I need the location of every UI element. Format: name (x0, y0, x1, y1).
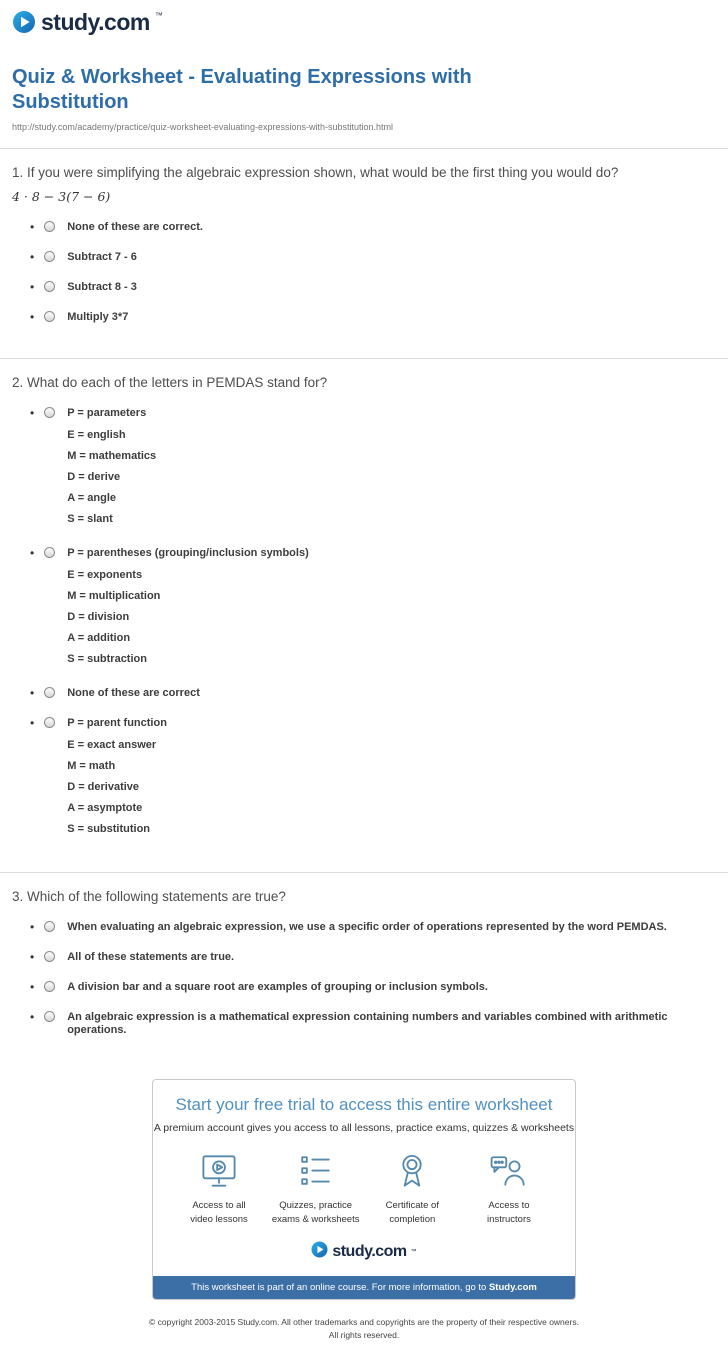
option-label[interactable]: E = exact answer (67, 739, 157, 751)
feature-label: Access to instructors (487, 1200, 531, 1225)
trial-heading: Start your free trial to access this entire worksheet (175, 1095, 553, 1114)
logo-trademark: ™ (154, 11, 163, 20)
radio-button[interactable] (44, 281, 55, 292)
copyright-line: © copyright 2003-2015 Study.com. All other trademarks and copyrights are the property of their respective owners. (149, 1316, 579, 1327)
option-label[interactable]: A = asymptote (67, 802, 143, 814)
radio-button[interactable] (44, 251, 55, 262)
copyright-footer (0, 1316, 728, 1342)
option-label[interactable]: • Multiply 3*7 (67, 311, 129, 323)
radio-button[interactable] (44, 407, 55, 418)
play-circle-icon (311, 1241, 328, 1263)
option-label[interactable]: S = substitution (67, 823, 151, 835)
feature-list (153, 1134, 575, 1229)
answer-option[interactable] (30, 251, 716, 264)
question-text: 3. Which of the following statements are true? (12, 889, 286, 904)
option-label[interactable]: D = derivative (67, 781, 140, 793)
option-label[interactable]: • P = parent function (67, 717, 167, 729)
option-label[interactable]: A = angle (67, 492, 117, 504)
radio-button[interactable] (44, 981, 55, 992)
option-label[interactable]: M = multiplication (67, 590, 161, 602)
radio-button[interactable] (44, 221, 55, 232)
feature-label: Access to all video lessons (190, 1200, 248, 1225)
feature-certificate (364, 1149, 460, 1227)
option-label[interactable]: • P = parameters (67, 407, 147, 419)
radio-button[interactable] (44, 687, 55, 698)
question-2 (12, 375, 716, 840)
feature-label: Certificate of completion (385, 1200, 439, 1225)
certificate-ribbon-icon (364, 1149, 460, 1193)
answer-option[interactable] (30, 281, 716, 294)
feature-instructors (461, 1149, 557, 1227)
answer-option[interactable] (30, 547, 716, 670)
instructor-chat-icon (461, 1149, 557, 1193)
radio-button[interactable] (44, 717, 55, 728)
page-title: Quiz & Worksheet - Evaluating Expressions with Substitution (12, 66, 472, 113)
rights-line: All rights reserved. (328, 1329, 400, 1340)
math-expression: 4 · 8 − 3(7 − 6) (12, 189, 111, 204)
answer-option[interactable] (30, 311, 716, 324)
page-url: http://study.com/academy/practice/quiz-worksheet-evaluating-expressions-with-substitution.html (12, 122, 393, 132)
question-text: 2. What do each of the letters in PEMDAS stand for? (12, 375, 328, 390)
answer-option[interactable] (30, 921, 716, 934)
divider (0, 148, 728, 149)
option-label[interactable]: E = exponents (67, 569, 143, 581)
divider (0, 872, 728, 873)
option-label[interactable]: • P = parentheses (grouping/inclusion symbols) (67, 547, 309, 559)
option-label[interactable]: M = mathematics (67, 450, 157, 462)
answer-option[interactable] (30, 981, 716, 994)
studycom-link[interactable]: Study.com (488, 1281, 537, 1293)
answer-option[interactable] (30, 717, 716, 840)
feature-label: Quizzes, practice exams & worksheets (271, 1200, 360, 1225)
trial-subheading: A premium account gives you access to all lessons, practice exams, quizzes & worksheets (153, 1122, 575, 1134)
option-label[interactable]: S = slant (67, 513, 113, 525)
feature-quizzes (268, 1149, 364, 1227)
checklist-icon (268, 1149, 364, 1193)
answer-option[interactable] (30, 221, 716, 234)
divider (0, 358, 728, 359)
answer-option[interactable] (30, 1011, 716, 1037)
option-label[interactable]: E = english (67, 429, 126, 441)
bar-text: This worksheet is part of an online course. For more information, go to (191, 1281, 489, 1293)
radio-button[interactable] (44, 921, 55, 932)
option-label[interactable]: • None of these are correct. (67, 221, 203, 233)
question-1-options (12, 221, 716, 324)
answer-option[interactable] (30, 687, 716, 700)
option-label[interactable]: M = math (67, 760, 116, 772)
play-circle-icon (12, 10, 36, 39)
logo-text: study.com (332, 1243, 407, 1261)
question-3 (12, 889, 716, 1037)
option-label[interactable]: • A division bar and a square root are examples of grouping or inclusion symbols. (67, 981, 488, 993)
monitor-play-icon (171, 1149, 267, 1193)
option-label[interactable]: • All of these statements are true. (67, 951, 235, 963)
answer-option[interactable] (30, 951, 716, 964)
logo-text: study.com (41, 9, 150, 35)
option-label[interactable]: • Subtract 7 - 6 (67, 251, 137, 263)
option-label[interactable]: • When evaluating an algebraic expression, we use a specific order of operations represented by the word PEMDAS. (67, 921, 667, 933)
question-1 (12, 165, 716, 324)
question-2-options (12, 407, 716, 840)
option-label[interactable]: • An algebraic expression is a mathematical expression containing numbers and variables combined with arithmetic operations. (67, 1011, 668, 1036)
radio-button[interactable] (44, 547, 55, 558)
radio-button[interactable] (44, 951, 55, 962)
option-label[interactable]: D = derive (67, 471, 121, 483)
option-label[interactable]: S = subtraction (67, 653, 147, 665)
logo-trademark: ™ (410, 1249, 417, 1256)
option-label[interactable]: • Subtract 8 - 3 (67, 281, 137, 293)
option-label[interactable]: D = division (67, 611, 130, 623)
question-3-options (12, 921, 716, 1037)
radio-button[interactable] (44, 311, 55, 322)
answer-option[interactable] (30, 407, 716, 530)
question-text: 1. If you were simplifying the algebraic expression shown, what would be the first thing you would do? (12, 165, 619, 180)
option-label[interactable]: A = addition (67, 632, 131, 644)
course-info-bar (153, 1276, 575, 1299)
radio-button[interactable] (44, 1011, 55, 1022)
feature-video-lessons (171, 1149, 267, 1227)
studycom-logo-small[interactable] (153, 1241, 575, 1263)
page-header (0, 0, 728, 39)
free-trial-card (152, 1079, 576, 1300)
studycom-logo[interactable] (12, 10, 163, 39)
option-label[interactable]: • None of these are correct (67, 687, 200, 699)
